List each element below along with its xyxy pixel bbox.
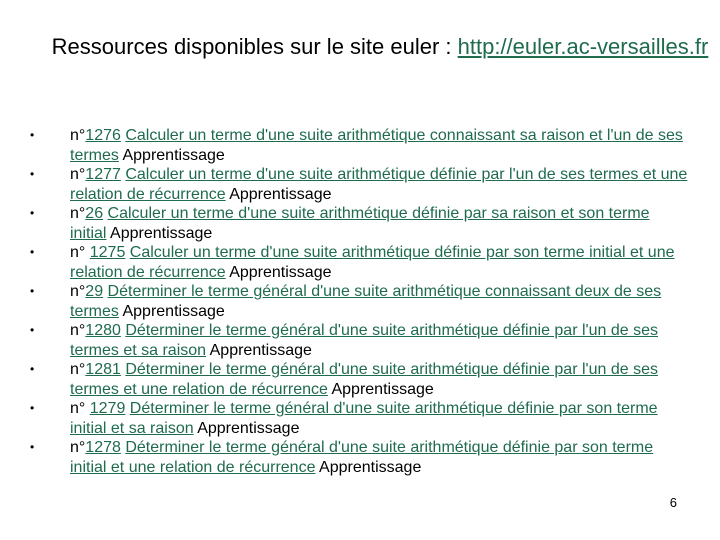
exercise-number-link[interactable]: 1281 [85, 361, 121, 378]
list-item [30, 282, 690, 321]
item-prefix: n° [70, 127, 86, 144]
exercise-title-link[interactable]: Déterminer le terme général d'une suite arithmétique définie par l'un de ses termes et sa raison [70, 322, 658, 359]
item-level: Apprentissage [331, 380, 434, 398]
exercise-number-link[interactable]: 29 [85, 283, 104, 300]
item-level: Apprentissage [209, 341, 312, 359]
list-item [30, 360, 690, 399]
bullet-icon: • [30, 245, 35, 259]
item-level: Apprentissage [229, 263, 332, 281]
exercise-title-link[interactable]: Déterminer le terme général d'une suite arithmétique définie par l'un de ses termes et une relation de récurrence [70, 361, 658, 398]
exercise-number-link[interactable]: 1280 [85, 322, 121, 339]
item-prefix: n° [70, 244, 90, 261]
page-number: 6 [669, 495, 677, 510]
bullet-icon: • [30, 323, 35, 337]
exercise-title-link[interactable]: Déterminer le terme général d'une suite arithmétique définie par son terme initial et une relation de récurrence [70, 439, 654, 476]
slide-title [40, 32, 720, 62]
bullet-icon: • [30, 167, 35, 181]
bullet-icon: • [30, 362, 35, 376]
item-level: Apprentissage [229, 185, 332, 203]
item-prefix: n° [70, 283, 86, 300]
exercise-title-link[interactable]: Calculer un terme d'une suite arithmétique définie par l'un de ses termes et une relation de récurrence [70, 166, 688, 203]
bullet-icon: • [30, 440, 35, 454]
item-prefix: n° [70, 322, 86, 339]
exercise-number-link[interactable]: 1275 [89, 244, 126, 261]
list-item [30, 204, 690, 243]
title-text: Ressources disponibles sur le site euler : [51, 34, 458, 59]
list-item [30, 438, 690, 477]
item-level: Apprentissage [122, 302, 225, 320]
item-level: Apprentissage [197, 419, 300, 437]
exercise-number-link[interactable]: 1279 [89, 400, 126, 417]
exercise-number-link[interactable]: 1278 [85, 439, 121, 456]
exercise-title-link[interactable]: Déterminer le terme général d'une suite arithmétique définie par son terme initial et sa raison [70, 400, 658, 437]
exercise-number-link[interactable]: 26 [85, 205, 104, 222]
item-level: Apprentissage [319, 458, 422, 476]
bullet-icon: • [30, 128, 35, 142]
item-prefix: n° [70, 166, 86, 183]
exercise-title-link[interactable]: Calculer un terme d'une suite arithmétique définie par son terme initial et une relation de récurrence [70, 244, 675, 281]
list-item [30, 321, 690, 360]
item-prefix: n° [70, 361, 86, 378]
item-prefix: n° [70, 205, 86, 222]
exercise-title-link[interactable]: Déterminer le terme général d'une suite arithmétique connaissant deux de ses termes [70, 283, 662, 320]
list-item [30, 126, 690, 165]
exercise-title-link[interactable]: Calculer un terme d'une suite arithmétique connaissant sa raison et l'un de ses termes [70, 127, 683, 164]
euler-site-link[interactable]: http://euler.ac-versailles.fr [457, 34, 709, 59]
exercise-number-link[interactable]: 1276 [85, 127, 121, 144]
item-prefix: n° [70, 400, 90, 417]
list-item [30, 165, 690, 204]
exercise-title-link[interactable]: Calculer un terme d'une suite arithmétique définie par sa raison et son terme initial [70, 205, 650, 242]
exercise-number-link[interactable]: 1277 [85, 166, 121, 183]
bullet-icon: • [30, 206, 35, 220]
item-prefix: n° [70, 439, 86, 456]
bullet-icon: • [30, 401, 35, 415]
item-level: Apprentissage [122, 146, 225, 164]
item-level: Apprentissage [110, 224, 213, 242]
list-item [30, 243, 690, 282]
resource-list [30, 126, 690, 477]
bullet-icon: • [30, 284, 35, 298]
list-item [30, 399, 690, 438]
